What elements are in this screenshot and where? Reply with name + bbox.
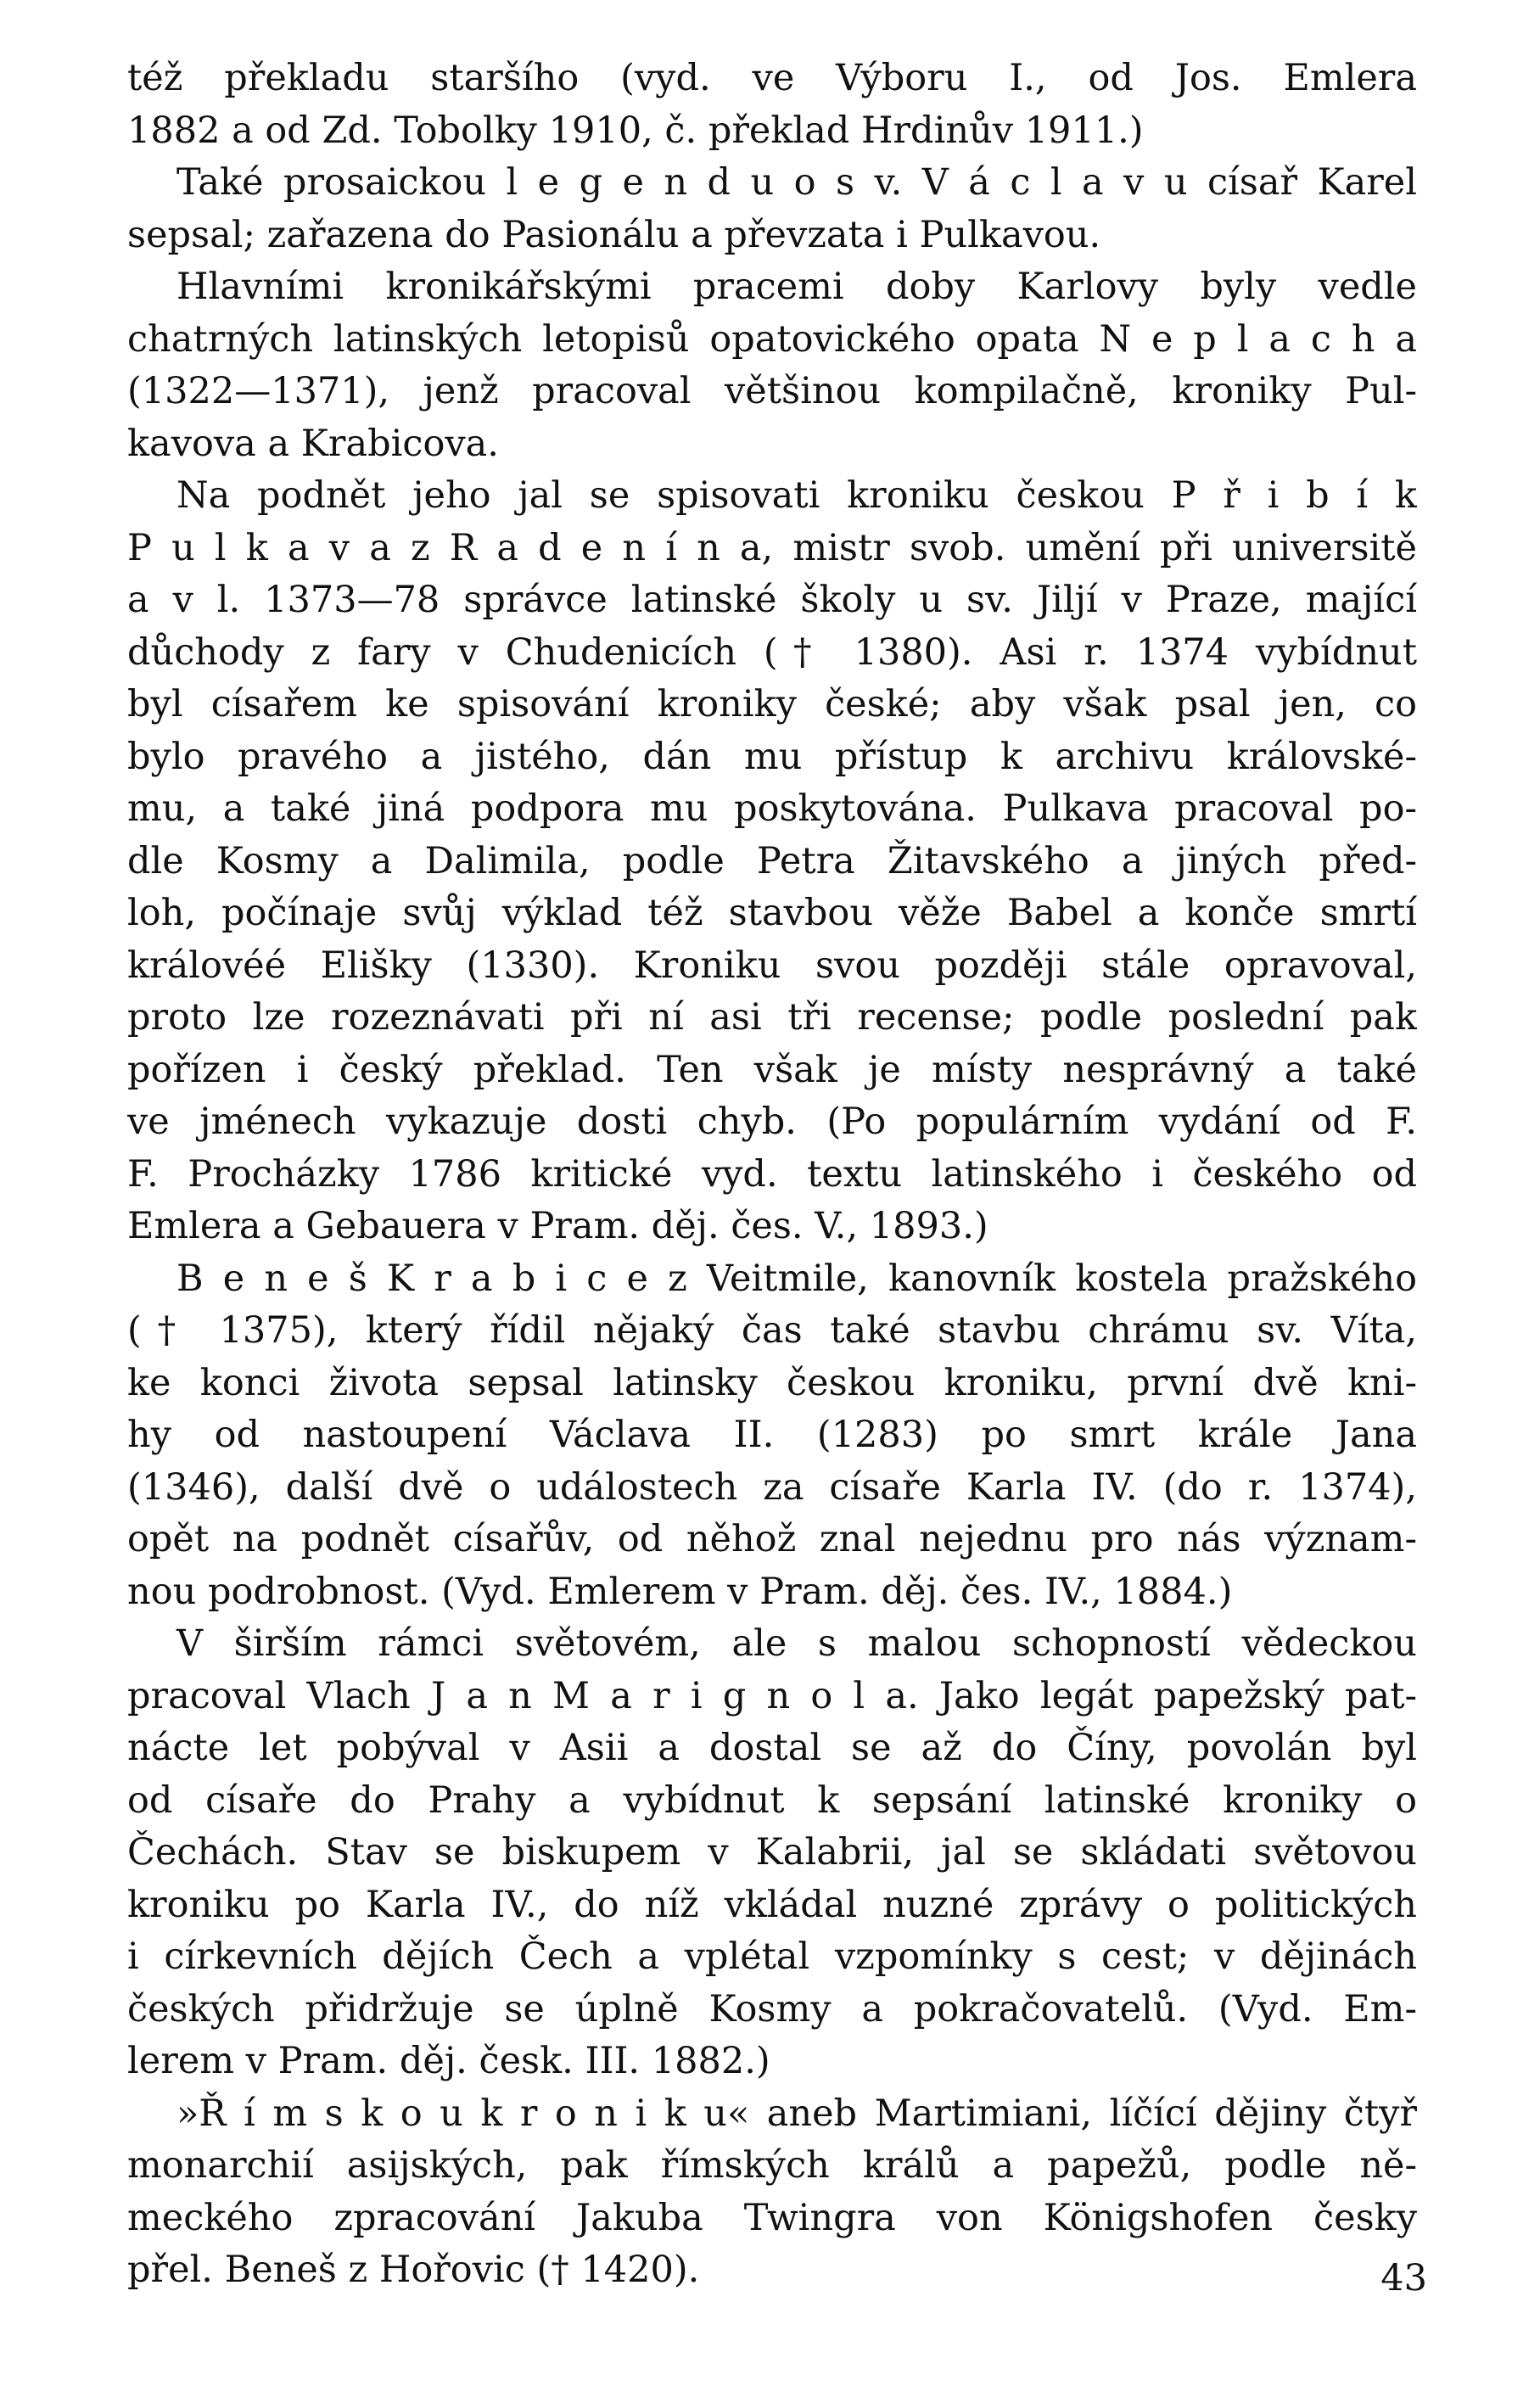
text-line: 1882 a od Zd. Tobolky 1910, č. překlad Hrdinův 1911.) <box>127 109 1144 152</box>
text-line: chatrných latinských letopisů opatovického opata N e p l a c h a <box>127 317 1417 361</box>
text-line: kroniku po Karla IV., do níž vkládal nuzné zprávy o politických <box>127 1883 1417 1926</box>
text-line: Na podnět jeho jal se spisovati kroniku českou P ř i b í k <box>176 474 1417 517</box>
text-line: českých přidržuje se úplně Kosmy a pokračovatelů. (Vyd. Em- <box>127 1987 1417 2031</box>
text-line: i církevních dějích Čech a vplétal vzpomínky s cest; v dějinách <box>127 1935 1417 1978</box>
text-line: meckého zpracování Jakuba Twingra von Königshofen česky <box>127 2196 1417 2239</box>
text-line: kavova a Krabicova. <box>127 422 499 465</box>
text-line: mu, a také jiná podpora mu poskytována. Pulkava pracoval po- <box>127 787 1417 830</box>
text-line: P u l k a v a z R a d e n í n a, mistr svob. umění při universitě <box>127 526 1417 569</box>
text-line: bylo pravého a jistého, dán mu přístup k archivu královské- <box>127 735 1417 778</box>
text-line: lerem v Pram. děj. česk. III. 1882.) <box>127 2040 770 2082</box>
text-line: sepsal; zařazena do Pasionálu a převzata i Pulkavou. <box>127 213 1101 256</box>
text-line: proto lze rozeznávati při ní asi tři recense; podle poslední pak <box>127 996 1417 1039</box>
text-line: nácte let pobýval v Asii a dostal se až do Číny, povolán byl <box>127 1727 1417 1769</box>
text-line: B e n e š K r a b i c e z Veitmile, kanovník kostela pražského <box>176 1257 1417 1300</box>
text-line: ve jménech vykazuje dosti chyb. (Po populárním vydání od F. <box>127 1101 1417 1143</box>
text-line: hy od nastoupení Václava II. (1283) po smrt krále Jana <box>127 1414 1417 1456</box>
text-line: Hlavními kronikářskými pracemi doby Karlovy byly vedle <box>176 266 1417 308</box>
text-line: Čechách. Stav se biskupem v Kalabrii, jal se skládati světovou <box>127 1831 1417 1874</box>
text-line: nou podrobnost. (Vyd. Emlerem v Pram. děj. čes. IV., 1884.) <box>127 1570 1233 1613</box>
text-line: Také prosaickou l e g e n d u o s v. V á c l a v u císař Karel <box>176 161 1417 204</box>
text-line: F. Procházky 1786 kritické vyd. textu latinského i českého od <box>127 1152 1417 1196</box>
text-line: ke konci života sepsal latinsky českou kroniku, první dvě kni- <box>127 1361 1417 1404</box>
text-line: dle Kosmy a Dalimila, podle Petra Žitavského a jiných před- <box>127 839 1417 882</box>
text-line: (1322—1371), jenž pracoval většinou kompilačně, kroniky Pul- <box>127 370 1417 412</box>
text-line: přel. Beneš z Hořovic († 1420). <box>127 2249 700 2291</box>
text-line: též překladu staršího (vyd. ve Výboru I., od Jos. Emlera <box>127 57 1417 99</box>
text-line: monarchií asijských, pak římských králů a papežů, podle ně- <box>127 2144 1417 2187</box>
text-line: loh, počínaje svůj výklad též stavbou věže Babel a konče smrtí <box>127 892 1417 934</box>
text-line: královéé Elišky (1330). Kroniku svou později stále opravoval, <box>127 944 1417 987</box>
text-line: (1346), další dvě o událostech za císaře Karla IV. (do r. 1374), <box>127 1465 1417 1509</box>
text-line: opět na podnět císařův, od něhož znal nejednu pro nás význam- <box>127 1518 1417 1560</box>
text-line: († 1375), který řídil nějaký čas také stavbu chrámu sv. Víta, <box>127 1309 1417 1352</box>
page-text-body <box>127 53 1417 2297</box>
text-line: byl císařem ke spisování kroniky české; aby však psal jen, co <box>127 683 1417 725</box>
page-number: 43 <box>1380 2257 1427 2299</box>
text-line: a v l. 1373—78 správce latinské školy u sv. Jiljí v Praze, mající <box>127 579 1417 621</box>
text-line: »Ř í m s k o u k r o n i k u« aneb Martimiani, líčící dějiny čtyř <box>176 2092 1417 2135</box>
text-line: pořízen i český překlad. Ten však je místy nesprávný a také <box>127 1048 1417 1091</box>
text-line: V širším rámci světovém, ale s malou schopností vědeckou <box>176 1622 1417 1665</box>
text-line: důchody z fary v Chudenicích († 1380). Asi r. 1374 vybídnut <box>127 630 1417 674</box>
text-line: Emlera a Gebauera v Pram. děj. čes. V., 1893.) <box>127 1205 988 1247</box>
text-line: pracoval Vlach J a n M a r i g n o l a. Jako legát papežský pat- <box>127 1674 1417 1717</box>
text-line: od císaře do Prahy a vybídnut k sepsání latinské kroniky o <box>127 1778 1417 1822</box>
